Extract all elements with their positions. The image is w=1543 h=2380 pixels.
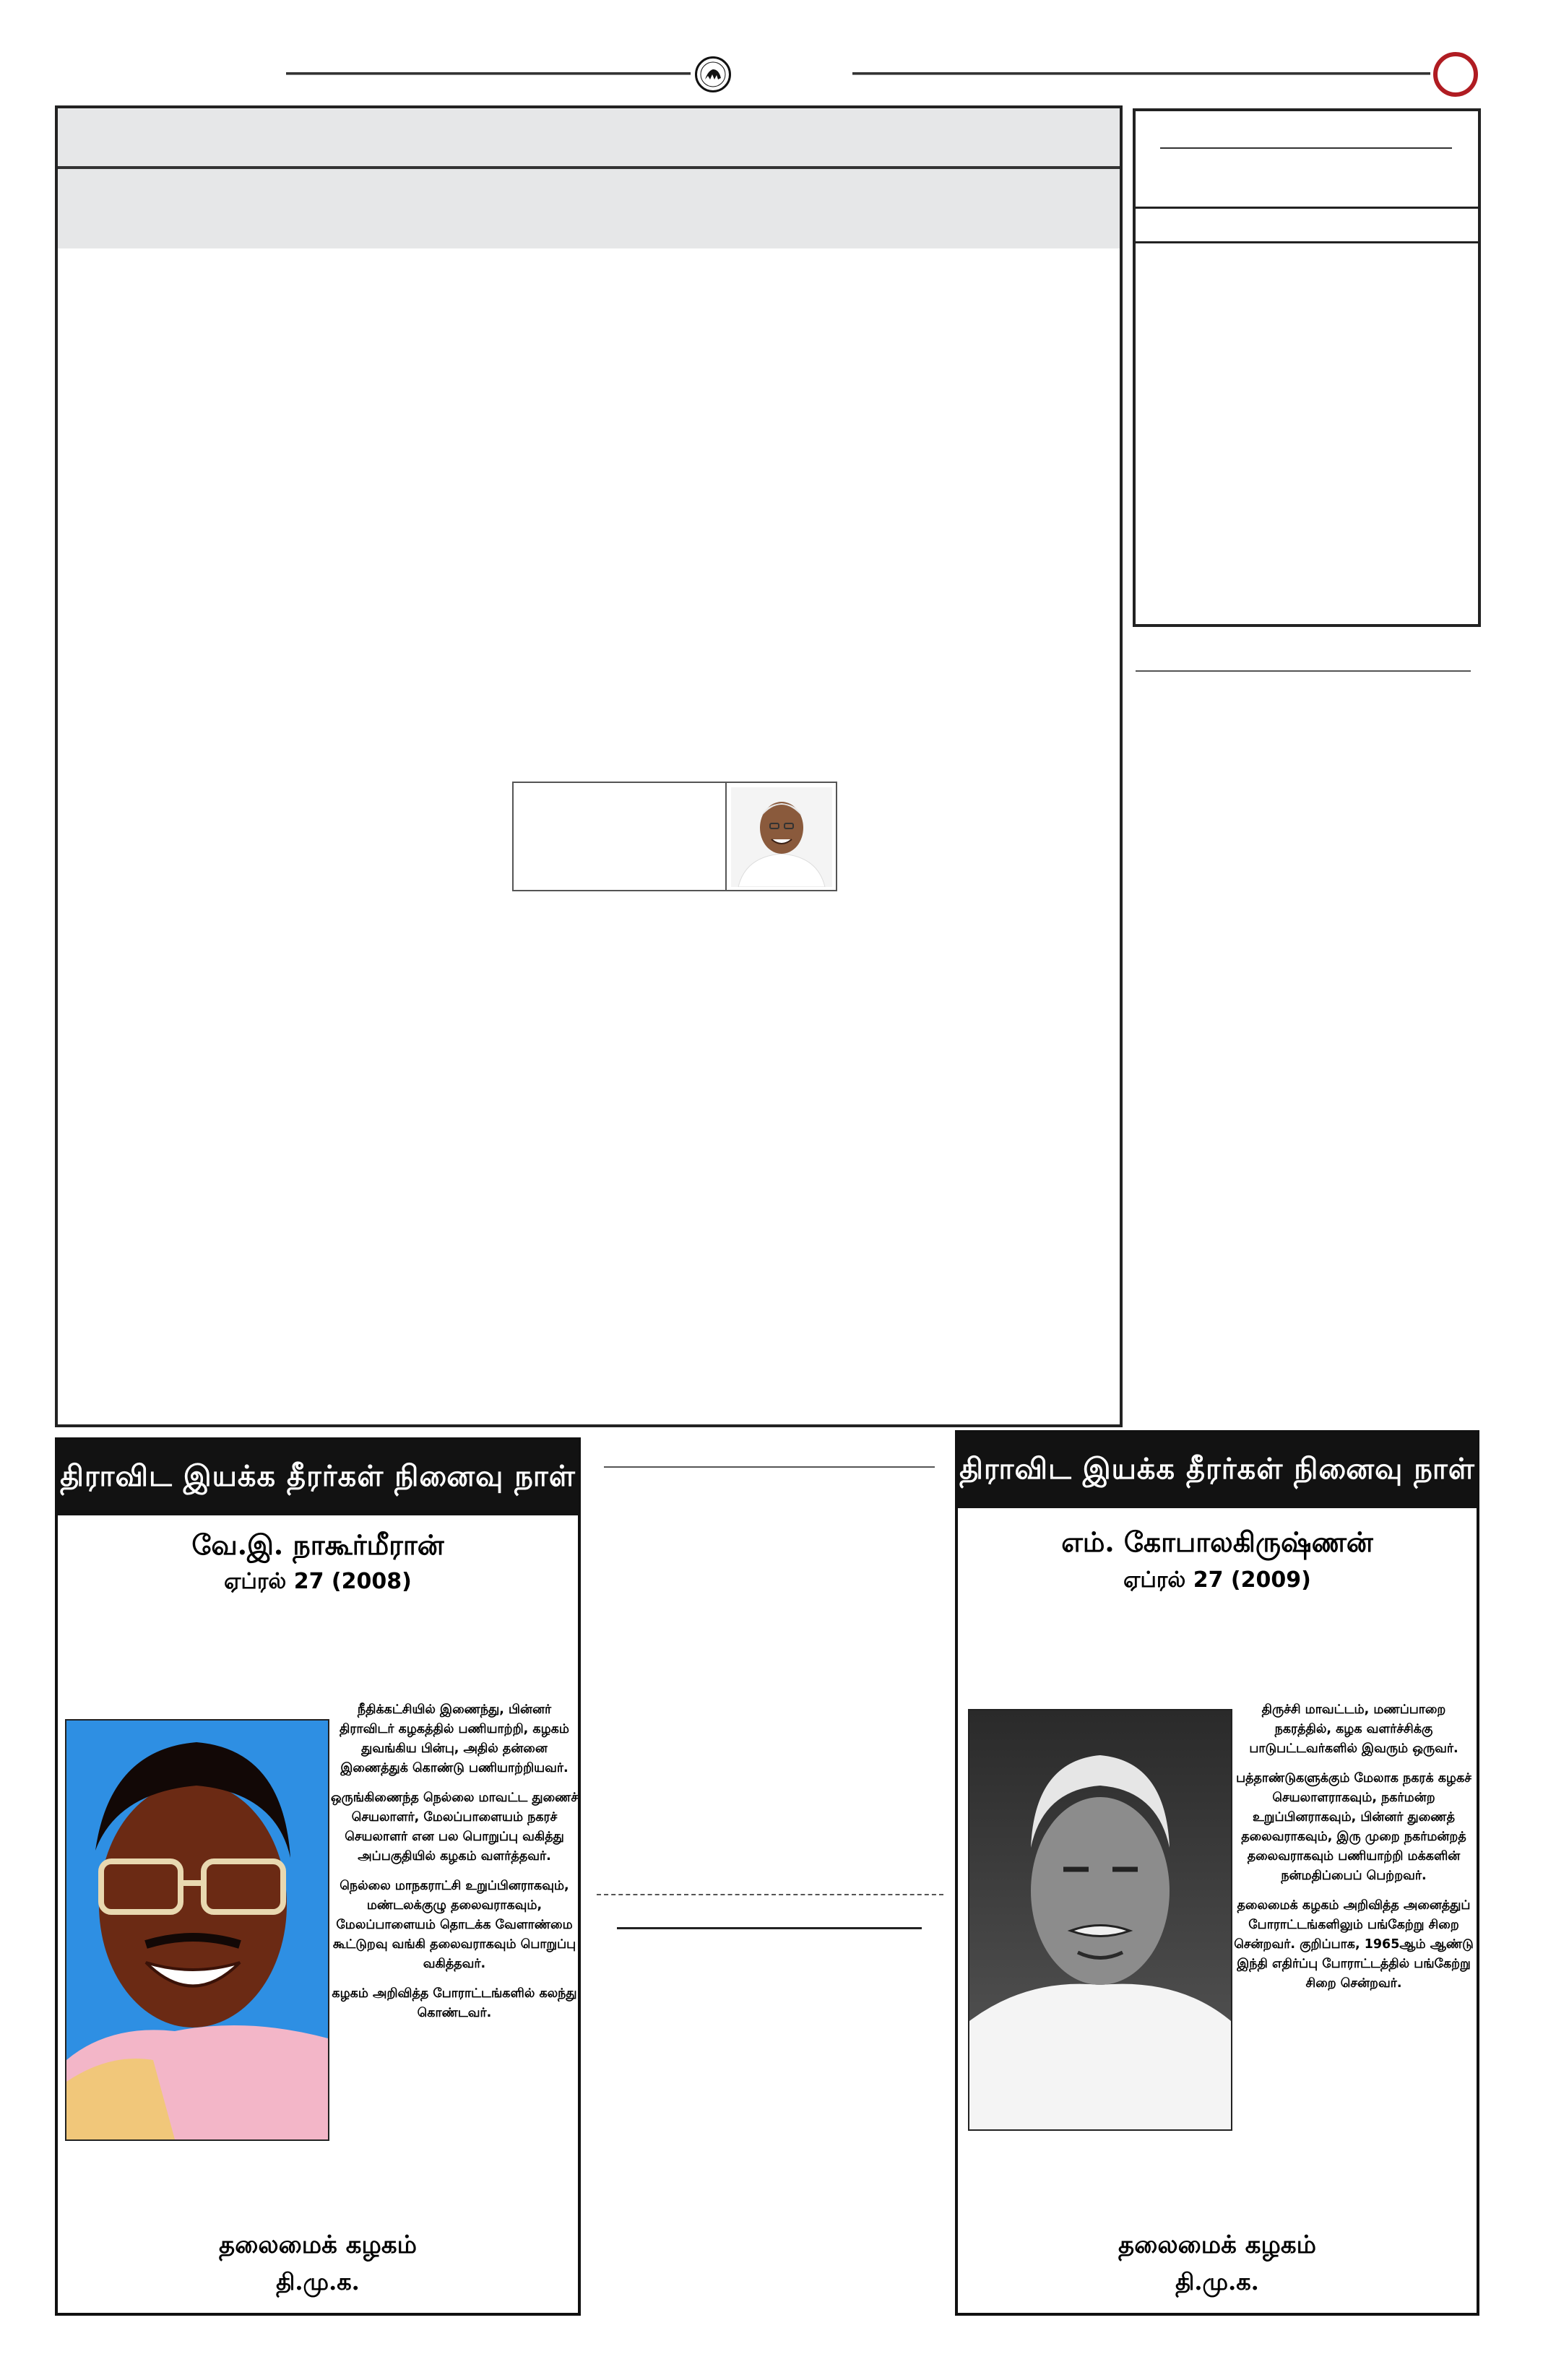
memorial-name: எம். கோபாலகிருஷ்ணன் <box>1061 1526 1373 1558</box>
sidebar-rule <box>1136 207 1478 209</box>
memorial-card <box>55 1437 581 2316</box>
header-rule-right <box>852 72 1430 75</box>
memorial-name: வே.இ. நாகூர்மீரான் <box>191 1528 444 1561</box>
subheadline-band <box>58 169 1120 248</box>
red-ring-page-marker-icon <box>1433 52 1478 97</box>
rising-sun-emblem-icon <box>695 56 731 92</box>
sidebar-rule <box>1136 241 1478 243</box>
memorial-footer-org: தலைமைக் கழகம் <box>219 2230 417 2259</box>
inset-divider <box>725 782 727 891</box>
memorial-heading: திராவிட இயக்க தீரர்கள் நினைவு நாள் <box>58 1440 578 1515</box>
memorial-bio-paragraph: கழகம் அறிவித்த போராட்டங்களில் கலந்து கொண்டவர். <box>332 1986 577 2020</box>
memorial-bio-paragraph: ஒருங்கிணைந்த நெல்லை மாவட்ட துணைச் செயலாளர், மேலப்பாளையம் நகரச் செயலாளர் என பல பொறுப்பு வகித்து அப்பகுதியில் கழகம் வளர்த்தவர். <box>330 1791 579 1864</box>
memorial-heading: திராவிட இயக்க தீரர்கள் நினைவு நாள் <box>958 1433 1477 1508</box>
portrait-photo <box>731 787 832 887</box>
memorial-footer-org: தலைமைக் கழகம் <box>1118 2230 1316 2259</box>
memorial-footer-party: தி.மு.க. <box>1175 2268 1259 2295</box>
sidebar-under-rule <box>1136 670 1471 672</box>
middle-column-rule <box>604 1466 935 1468</box>
memorial-bio-paragraph: திருச்சி மாவட்டம், மணப்பாறை நகரத்தில், கழக வளர்ச்சிக்கு பாடுபட்டவர்களில் இவரும் ஒருவர். <box>1249 1702 1458 1756</box>
memorial-bio <box>329 1700 579 2033</box>
memorial-card <box>955 1430 1479 2316</box>
memorial-bio <box>1232 1700 1475 2004</box>
memorial-bio-paragraph: பத்தாண்டுகளுக்கும் மேலாக நகரக் கழகச் செயலாளராகவும், நகர்மன்ற உறுப்பினராகவும், பின்னர் துணைத் தலைவராகவும், இரு முறை நகர்மன்றத் தலைவராகவும் பணியாற்றி மக்களின் நன்மதிப்பைப் பெற்றவர். <box>1236 1771 1471 1883</box>
memorial-bio-paragraph: தலைமைக் கழகம் அறிவித்த அனைத்துப் போராட்டங்களிலும் பங்கேற்று சிறை சென்றவர். குறிப்பாக, 1965ஆம் ஆண்டு இந்தி எதிர்ப்பு போராட்டத்தில் பங்கேற்று சிறை சென்றவர். <box>1234 1898 1474 1991</box>
memorial-bio-paragraph: நெல்லை மாநகராட்சி உறுப்பினராகவும், மண்டலக்குழு தலைவராகவும், மேலப்பாளையம் தொடக்க வேளாண்மை கூட்டுறவு வங்கி தலைவராகவும் பொறுப்பு வகித்தவர். <box>332 1879 576 1971</box>
memorial-photo <box>968 1709 1232 2131</box>
memorial-date: ஏப்ரல் 27 (2009) <box>1123 1567 1311 1593</box>
memorial-date: ஏப்ரல் 27 (2008) <box>224 1569 412 1594</box>
sidebar-title-rule <box>1160 147 1452 149</box>
memorial-footer-party: தி.மு.க. <box>276 2268 360 2295</box>
middle-column-rule <box>617 1927 922 1929</box>
sidebar-box <box>1133 108 1481 627</box>
header-rule-left <box>286 72 691 75</box>
headline-band <box>58 108 1120 168</box>
memorial-photo <box>65 1719 329 2141</box>
main-article-panel <box>55 105 1123 1427</box>
middle-column-dashed-rule <box>597 1894 943 1895</box>
memorial-bio-paragraph: நீதிக்கட்சியில் இணைந்து, பின்னர் திராவிடர் கழகத்தில் பணியாற்றி, கழகம் துவங்கிய பின்பு, அதில் தன்னை இணைத்துக் கொண்டு பணியாற்றியவர். <box>340 1702 569 1775</box>
